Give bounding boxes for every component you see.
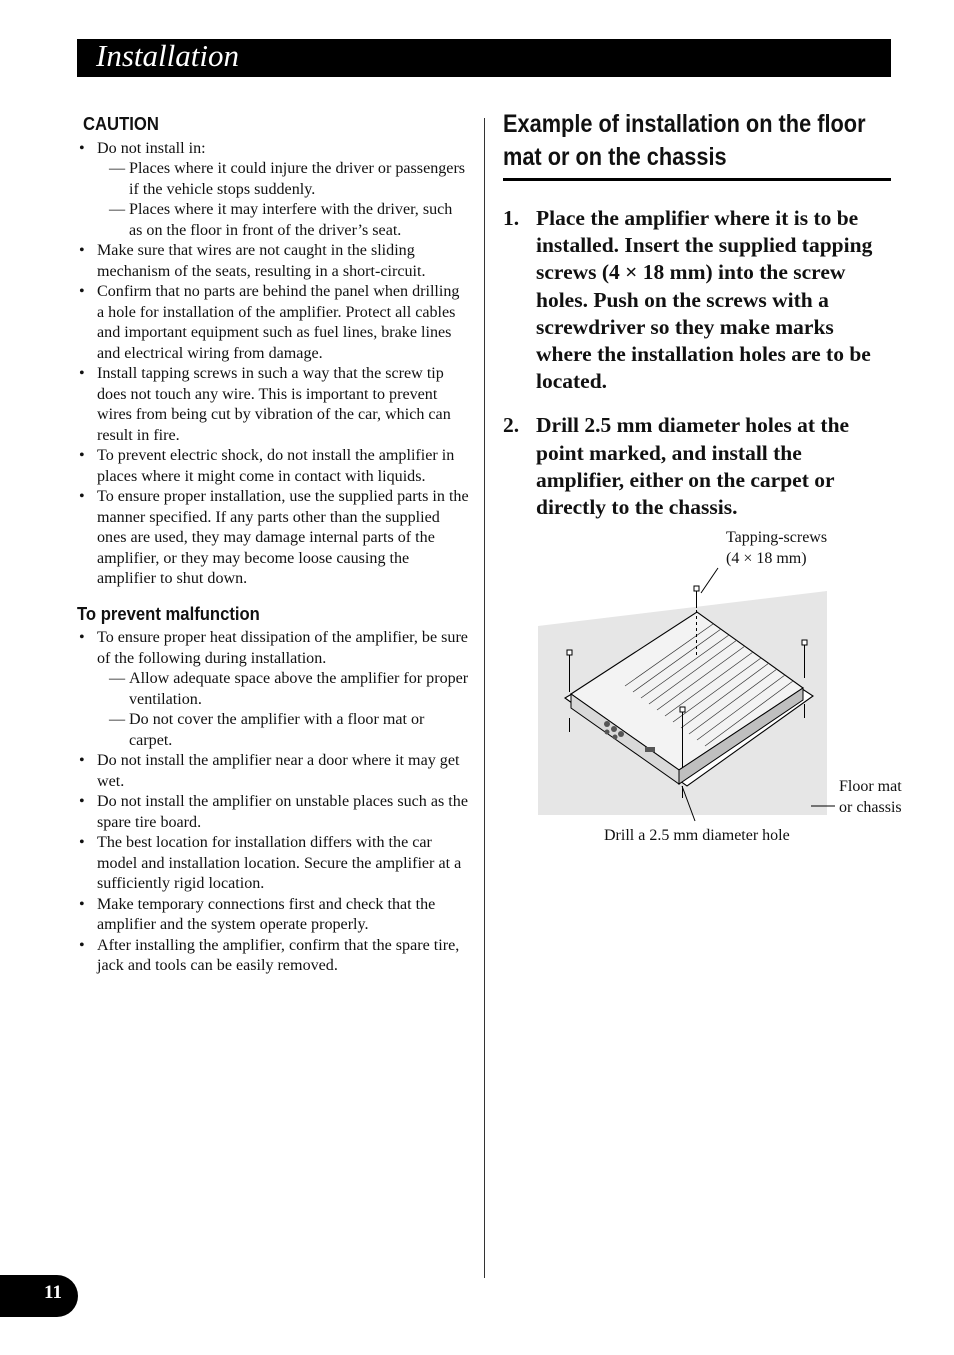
step-item xyxy=(503,412,891,521)
tapping-screws-leader xyxy=(701,568,718,593)
right-column xyxy=(503,108,891,538)
page-number-tab xyxy=(0,1275,78,1317)
caution-sublist xyxy=(97,159,469,241)
installation-figure xyxy=(537,528,917,848)
page-number: 11 xyxy=(44,1282,62,1303)
malfunction-heading: To prevent malfunction xyxy=(77,602,260,624)
caution-item-text: Do not install in: xyxy=(97,139,206,157)
step-number: 2. xyxy=(503,413,520,438)
left-column xyxy=(77,110,469,977)
caution-item: • Confirm that no parts are behind the panel when drilling a hole for installation of the amplifier. Protect all cables and important equipment such as fuel lines, brake lines and electrical wiring from damage. xyxy=(77,282,469,364)
caution-item: • Install tapping screws in such a way that the screw tip does not touch any wire. This is important to prevent wires from being cut by vibration of the car, which can result in fire. xyxy=(77,364,469,446)
caution-heading: CAUTION xyxy=(83,113,159,134)
step-text: Place the amplifier where it is to be installed. Insert the supplied tapping screws (4 × 18 mm) into the screw holes. Push on the screws with a screwdriver so they make marks where the installation holes are to be located. xyxy=(536,206,873,394)
tapping-screws-label-line2: (4 × 18 mm) xyxy=(726,549,807,567)
step-item xyxy=(503,205,891,395)
caution-subitem: — Places where it may interfere with the driver, such as on the floor in front of the driver’s seat. xyxy=(109,200,469,241)
malfunction-subitem: — Do not cover the amplifier with a floor mat or carpet. xyxy=(109,710,469,751)
malfunction-item: • The best location for installation differs with the car model and installation location. Secure the amplifier at a sufficiently rigid location. xyxy=(77,833,469,895)
page-title: Installation xyxy=(96,38,239,73)
caution-item: • Make sure that wires are not caught in the sliding mechanism of the seats, resulting in a short-circuit. xyxy=(77,241,469,282)
column-divider xyxy=(484,118,485,1278)
malfunction-item xyxy=(77,628,469,751)
tapping-screws-label-line1: Tapping-screws xyxy=(726,529,828,546)
drill-hole-label: Drill a 2.5 mm diameter hole xyxy=(604,827,790,844)
malfunction-item: • After installing the amplifier, confirm that the spare tire, jack and tools can be easily removed. xyxy=(77,936,469,977)
header-bar xyxy=(77,39,891,77)
malfunction-item: • Do not install the amplifier on unstable places such as the spare tire board. xyxy=(77,792,469,833)
caution-item: • To ensure proper installation, use the supplied parts in the manner specified. If any parts other than the supplied ones are used, they may damage internal parts of the amplifier, or they may become loose causing the amplifier to shut down. xyxy=(77,487,469,590)
step-text: Drill 2.5 mm diameter holes at the point marked, and install the amplifier, either on the carpet or directly to the chassis. xyxy=(536,413,850,520)
malfunction-list xyxy=(77,628,469,977)
amplifier-illustration xyxy=(537,528,917,848)
malfunction-item: • Do not install the amplifier near a door where it may get wet. xyxy=(77,751,469,792)
step-number: 1. xyxy=(503,206,520,230)
example-title xyxy=(503,108,891,181)
floor-mat-label-line2: or chassis xyxy=(839,798,902,816)
caution-item xyxy=(77,139,469,242)
malfunction-subitem: — Allow adequate space above the amplifier for proper ventilation. xyxy=(109,669,469,710)
example-title-line2: mat or on the chassis xyxy=(503,143,727,171)
malfunction-item: • Make temporary connections first and check that the amplifier and the system operate properly. xyxy=(77,895,469,936)
caution-item: • To prevent electric shock, do not install the amplifier in places where it might come in contact with liquids. xyxy=(77,446,469,487)
caution-list xyxy=(77,139,469,590)
caution-subitem: — Places where it could injure the driver or passengers if the vehicle stops suddenly. xyxy=(109,159,469,200)
malfunction-sublist xyxy=(97,669,469,751)
malfunction-item-text: To ensure proper heat dissipation of the amplifier, be sure of the following during installation. xyxy=(97,629,468,667)
floor-mat-label-line1: Floor mat xyxy=(839,778,902,795)
steps-list xyxy=(503,205,891,521)
example-title-line1: Example of installation on the floor xyxy=(503,110,866,138)
